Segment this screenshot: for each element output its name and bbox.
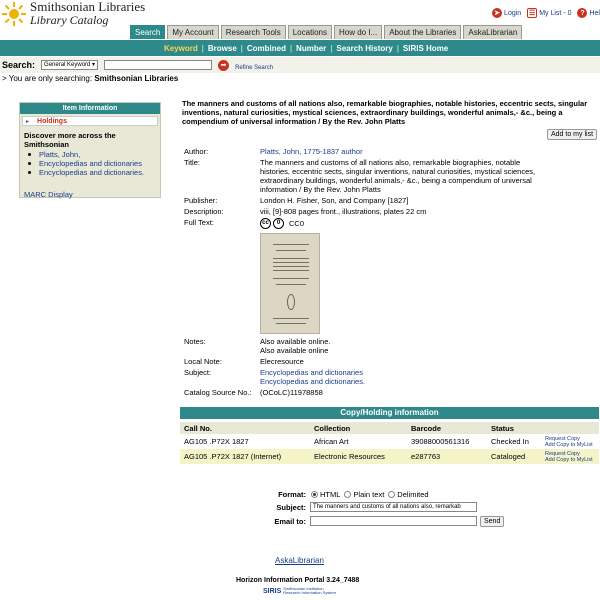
add-copy-mylist-link[interactable]: Add Copy to MyList bbox=[545, 441, 593, 448]
arrow-right-icon: ➡ bbox=[220, 62, 227, 69]
portal-version: Horizon Information Portal 3.24_7488 bbox=[236, 577, 360, 584]
book-cover-thumbnail[interactable] bbox=[260, 233, 320, 334]
nav-separator: | bbox=[396, 43, 399, 53]
cover-text-line bbox=[276, 323, 306, 324]
logo-subtitle: Library Catalog bbox=[30, 13, 109, 27]
nav-browse[interactable]: Browse bbox=[207, 43, 237, 53]
login-link[interactable]: Login bbox=[504, 9, 522, 17]
tab-my-account[interactable]: My Account bbox=[167, 25, 218, 39]
scope-library: Smithsonian Libraries bbox=[94, 74, 179, 83]
radio-label: Delimited bbox=[397, 490, 429, 499]
siris-logo-sub2: Research Information System bbox=[283, 590, 336, 595]
search-nav-bar bbox=[0, 40, 600, 56]
tab-locations[interactable]: Locations bbox=[288, 25, 332, 39]
title-value: The manners and customs of all nations also, remarkable biographies, notable histories, eccentric sects, singular inventions, natural curiosities, mystical sciences, extraordinary buildings, wonderful animals,- &c., being a compendium of universal information / By the Rev. John Platts bbox=[260, 158, 536, 194]
format-delimited-radio[interactable] bbox=[388, 490, 428, 499]
askalibrarian-link[interactable]: AskaLibrarian bbox=[275, 556, 324, 565]
table-row bbox=[180, 449, 599, 464]
bullet-icon bbox=[28, 171, 31, 174]
format-html-radio[interactable] bbox=[311, 490, 340, 499]
cover-text-line bbox=[273, 278, 309, 279]
item-info-panel bbox=[19, 102, 161, 198]
bullet-icon bbox=[28, 153, 31, 156]
cover-text-line bbox=[276, 250, 306, 251]
email-to-input[interactable] bbox=[310, 516, 477, 526]
cover-emblem bbox=[287, 294, 295, 310]
nav-separator: | bbox=[289, 43, 293, 53]
nav-keyword[interactable]: Keyword bbox=[164, 43, 198, 53]
radio-icon bbox=[344, 491, 351, 498]
format-options bbox=[311, 490, 433, 499]
record-title: The manners and customs of all nations also, remarkable biographies, notable histories, eccentric sects, singular inventions, natural curiosities, mystical sciences, extraordinary buildings, wonderful animals,- &c., being a compendium of universal information / By the Rev. John Platts bbox=[182, 99, 588, 126]
search-scope bbox=[2, 74, 178, 83]
discover-link-subject[interactable] bbox=[28, 159, 160, 168]
refine-search-link[interactable]: Refine Search bbox=[235, 65, 274, 71]
email-subject-input[interactable]: The manners and customs of all nations also, remarkab bbox=[310, 502, 477, 512]
cc0-badge[interactable] bbox=[260, 218, 550, 229]
cover-text-line bbox=[273, 266, 309, 267]
discover-link-text: Encyclopedias and dictionaries. bbox=[39, 168, 145, 177]
logo-title: Smithsonian Libraries bbox=[30, 0, 146, 14]
go-button[interactable] bbox=[218, 60, 229, 71]
copy-holding-table bbox=[180, 422, 599, 464]
mylist-icon: ☰ bbox=[529, 10, 536, 17]
bullet-arrow-icon: ▸ bbox=[26, 118, 30, 125]
discover-heading: Discover more across the Smithsonian bbox=[24, 131, 116, 149]
request-copy-link[interactable]: Request Copy bbox=[545, 450, 580, 457]
collection-cell: African Art bbox=[310, 434, 407, 449]
discover-link-subject2[interactable] bbox=[28, 168, 160, 177]
email-to-label: Email to: bbox=[274, 517, 306, 526]
status-cell: Cataloged bbox=[487, 449, 541, 464]
catalog-source-label: Catalog Source No.: bbox=[184, 388, 252, 397]
local-note-value: Elecresource bbox=[260, 357, 304, 366]
add-copy-mylist-link[interactable]: Add Copy to MyList bbox=[545, 456, 593, 463]
notes-label: Notes: bbox=[184, 337, 206, 346]
nav-siris-home[interactable]: SIRIS Home bbox=[402, 43, 449, 53]
notes-value-1: Also available online. bbox=[260, 337, 331, 346]
marc-display-link[interactable]: MARC Display bbox=[24, 190, 73, 199]
smithsonian-logo[interactable] bbox=[0, 0, 145, 27]
holdings-label: Holdings bbox=[37, 117, 67, 125]
dropdown-arrow-icon: ▾ bbox=[90, 62, 96, 68]
search-input[interactable] bbox=[104, 60, 212, 70]
subject-link-1[interactable]: Encyclopedias and dictionaries bbox=[260, 368, 363, 377]
nav-separator: | bbox=[330, 43, 333, 53]
discover-link-text: Platts, John, bbox=[39, 150, 81, 159]
table-header-row bbox=[180, 422, 599, 434]
cover-text-line bbox=[273, 318, 309, 319]
header bbox=[0, 0, 600, 40]
col-collection: Collection bbox=[310, 422, 407, 434]
col-call-no: Call No. bbox=[180, 422, 310, 434]
call-no-cell: AG105 .P72X 1827 (Internet) bbox=[180, 449, 310, 464]
item-info-header: Item Information bbox=[20, 103, 160, 114]
cover-text-line bbox=[273, 262, 309, 263]
add-to-list-button[interactable]: Add to my list bbox=[547, 129, 597, 140]
table-row bbox=[180, 434, 599, 449]
creative-commons-icon: cc bbox=[260, 218, 271, 229]
search-row bbox=[0, 57, 600, 73]
help-link[interactable]: Hel bbox=[589, 9, 600, 17]
tab-research-tools[interactable]: Research Tools bbox=[221, 25, 286, 39]
request-copy-link[interactable]: Request Copy bbox=[545, 435, 580, 442]
radio-selected-icon bbox=[311, 491, 318, 498]
main-tabs bbox=[130, 25, 522, 39]
mylist-link[interactable]: My List - 0 bbox=[539, 9, 572, 17]
siris-logo[interactable] bbox=[263, 587, 336, 595]
nav-number[interactable]: Number bbox=[296, 43, 327, 53]
search-type-select[interactable] bbox=[41, 60, 98, 70]
cover-text-line bbox=[273, 270, 309, 271]
collection-cell: Electronic Resources bbox=[310, 449, 407, 464]
cover-text-line bbox=[276, 284, 306, 285]
barcode-cell: e287763 bbox=[407, 449, 487, 464]
description-value: viii, [9]-808 pages front., illustrations, plates 22 cm bbox=[260, 207, 427, 216]
bullet-icon bbox=[28, 162, 31, 165]
description-label: Description: bbox=[184, 207, 224, 216]
nav-separator: | bbox=[240, 43, 243, 53]
nav-search-history[interactable]: Search History bbox=[336, 43, 393, 53]
cover-text-line bbox=[273, 244, 309, 245]
siris-logo-text: SIRIS bbox=[263, 587, 282, 595]
subject-link-2[interactable]: Encyclopedias and dictionaries. bbox=[260, 377, 366, 386]
catalog-source-value: (OCoLC)11978858 bbox=[260, 388, 323, 397]
publisher-label: Publisher: bbox=[184, 196, 218, 205]
help-icon: ? bbox=[577, 8, 587, 18]
author-link[interactable]: Platts, John, 1775-1837 author bbox=[260, 147, 363, 156]
scope-prefix: > You are only searching: bbox=[2, 74, 93, 83]
fulltext-label: Full Text: bbox=[184, 218, 214, 227]
cc0-label: CC0 bbox=[289, 219, 305, 228]
tab-askalibrarian[interactable]: AskaLibrarian bbox=[463, 25, 522, 39]
tab-how-do-i[interactable]: How do I... bbox=[334, 25, 382, 39]
send-button[interactable]: Send bbox=[480, 516, 504, 527]
nav-separator: | bbox=[201, 43, 204, 53]
tab-search[interactable]: Search bbox=[130, 25, 165, 39]
barcode-cell: 39088000561316 bbox=[407, 434, 487, 449]
col-status: Status bbox=[487, 422, 541, 434]
discover-links bbox=[28, 150, 160, 177]
siris-logo-sub1: Smithsonian Institution bbox=[283, 586, 324, 591]
publisher-value: London H. Fisher, Son, and Company [1827] bbox=[260, 196, 409, 205]
radio-label: HTML bbox=[320, 490, 341, 499]
format-label: Format: bbox=[278, 490, 306, 499]
copy-holding-header: Copy/Holding information bbox=[180, 407, 599, 419]
title-label: Title: bbox=[184, 158, 200, 167]
subject-form-label: Subject: bbox=[276, 503, 306, 512]
discover-link-author[interactable] bbox=[28, 150, 160, 159]
top-links bbox=[488, 8, 600, 18]
format-plaintext-radio[interactable] bbox=[344, 490, 384, 499]
tab-about-libraries[interactable]: About the Libraries bbox=[384, 25, 461, 39]
actions-cell bbox=[541, 434, 599, 449]
subject-label: Subject: bbox=[184, 368, 212, 377]
holdings-item[interactable] bbox=[22, 116, 158, 126]
col-barcode: Barcode bbox=[407, 422, 487, 434]
radio-label: Plain text bbox=[353, 490, 385, 499]
zero-icon: 0 bbox=[273, 218, 284, 229]
notes-value-2: Also available online bbox=[260, 346, 329, 355]
sun-logo-icon bbox=[1, 1, 27, 27]
col-actions bbox=[541, 422, 599, 434]
author-label: Author: bbox=[184, 147, 209, 156]
radio-icon bbox=[388, 491, 395, 498]
login-icon: ➤ bbox=[492, 8, 502, 18]
search-type-value: General Keyword bbox=[44, 62, 91, 68]
nav-combined[interactable]: Combined bbox=[246, 43, 286, 53]
search-label: Search: bbox=[2, 60, 36, 70]
call-no-cell: AG105 .P72X 1827 bbox=[180, 434, 310, 449]
actions-cell bbox=[541, 449, 599, 464]
status-cell: Checked In bbox=[487, 434, 541, 449]
local-note-label: Local Note: bbox=[184, 357, 222, 366]
cover-text-line bbox=[273, 258, 309, 259]
discover-link-text: Encyclopedias and dictionaries bbox=[39, 159, 142, 168]
